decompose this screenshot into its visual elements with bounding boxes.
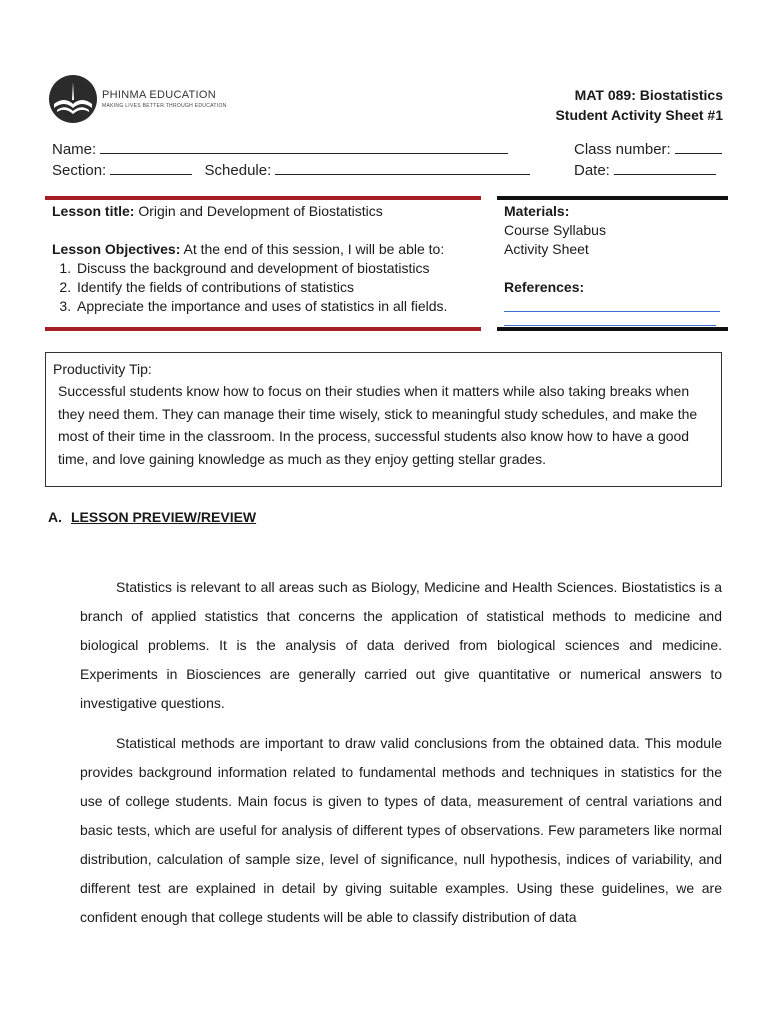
date-label: Date:: [574, 162, 610, 179]
lesson-title-label: Lesson title:: [52, 203, 135, 219]
section-label: Section:: [52, 162, 107, 179]
lesson-objectives-label: Lesson Objectives:: [52, 241, 181, 257]
body-paragraph: Statistical methods are important to draw valid conclusions from the obtained data. This module provides background information related to fundamental methods and techniques in statistics for the use of college students. Main focus is given to types of data, measurement of central variations and basic tests, which are useful for analysis of different types of observations. Few parameters like normal distribution, calculation of sample size, level of significance, null hypothesis, indices of variability, and different test are explained in detail by giving suitable examples. Using these guidelines, we are confident enough that college students will be able to classify distribution of data: [80, 735, 722, 925]
date-input-line[interactable]: [614, 160, 716, 175]
materials-bottom-rule: [497, 327, 728, 331]
lesson-bottom-rule: [45, 327, 481, 331]
tip-title: Productivity Tip:: [53, 361, 152, 377]
lesson-objectives-row: [52, 240, 482, 259]
phinma-logo-icon: [48, 74, 98, 124]
section-input-line[interactable]: [110, 160, 192, 175]
references-label: References:: [504, 279, 585, 295]
name-input-line[interactable]: [100, 139, 508, 154]
lesson-top-rule: [45, 196, 481, 200]
productivity-tip-box: [45, 352, 722, 487]
materials-label: Materials:: [504, 203, 570, 219]
phinma-logo: [48, 74, 228, 126]
name-field-row: [52, 139, 508, 158]
objectives-list: [52, 259, 482, 316]
section-a-title: LESSON PREVIEW/REVIEW: [71, 509, 257, 525]
lesson-title: Origin and Development of Biostatistics: [138, 203, 383, 219]
schedule-label: Schedule:: [204, 162, 272, 179]
material-item: Course Syllabus: [504, 222, 606, 238]
section-a-heading: [48, 509, 256, 525]
schedule-input-line[interactable]: [275, 160, 530, 175]
name-label: Name:: [52, 141, 97, 158]
class-number-input-line[interactable]: [675, 139, 722, 154]
section-a-letter: A.: [48, 509, 62, 525]
date-row: [574, 160, 716, 179]
course-title: MAT 089: Biostatistics: [574, 87, 723, 103]
logo-tagline: MAKING LIVES BETTER THROUGH EDUCATION: [102, 103, 227, 109]
class-number-label: Class number:: [574, 141, 671, 158]
objective-item: 2. Identify the fields of contributions of statistics: [75, 278, 482, 297]
sheet-title: Student Activity Sheet #1: [555, 107, 723, 123]
document-title: [555, 85, 723, 125]
lesson-preview-body-2: [80, 729, 722, 932]
objective-item: 1. Discuss the background and development of biostatistics: [75, 259, 482, 278]
logo-name: PHINMA EDUCATION: [102, 89, 216, 101]
lesson-preview-body: [80, 573, 722, 718]
materials-panel: [504, 202, 724, 297]
reference-link-line[interactable]: [504, 311, 720, 312]
materials-top-rule: [497, 196, 728, 200]
lesson-objectives-intro: At the end of this session, I will be able to:: [183, 241, 445, 257]
objective-item: 3. Appreciate the importance and uses of statistics in all fields.: [75, 297, 482, 316]
lesson-details: [52, 202, 482, 316]
tip-body: Successful students know how to focus on their studies when it matters while also taking breaks when they need them. They can manage their time wisely, stick to meaningful study schedules, and make the most of their time in the classroom. In the process, successful students also know how to have a good time, and love gaining knowledge as much as they enjoy getting stellar grades.: [58, 383, 698, 467]
lesson-title-row: [52, 202, 482, 221]
reference-link-line[interactable]: [504, 325, 716, 326]
material-item: Activity Sheet: [504, 241, 589, 257]
body-paragraph: Statistics is relevant to all areas such as Biology, Medicine and Health Sciences. Biostatistics is a branch of applied statistics that concerns the application of statistical methods to medicine and biological problems. It is the analysis of data derived from biological sciences and medicine. Experiments in Biosciences are generally carried out give quantitative or numerical answers to investigative questions.: [80, 579, 722, 711]
class-number-row: [574, 139, 722, 158]
section-field-row: [52, 160, 530, 179]
